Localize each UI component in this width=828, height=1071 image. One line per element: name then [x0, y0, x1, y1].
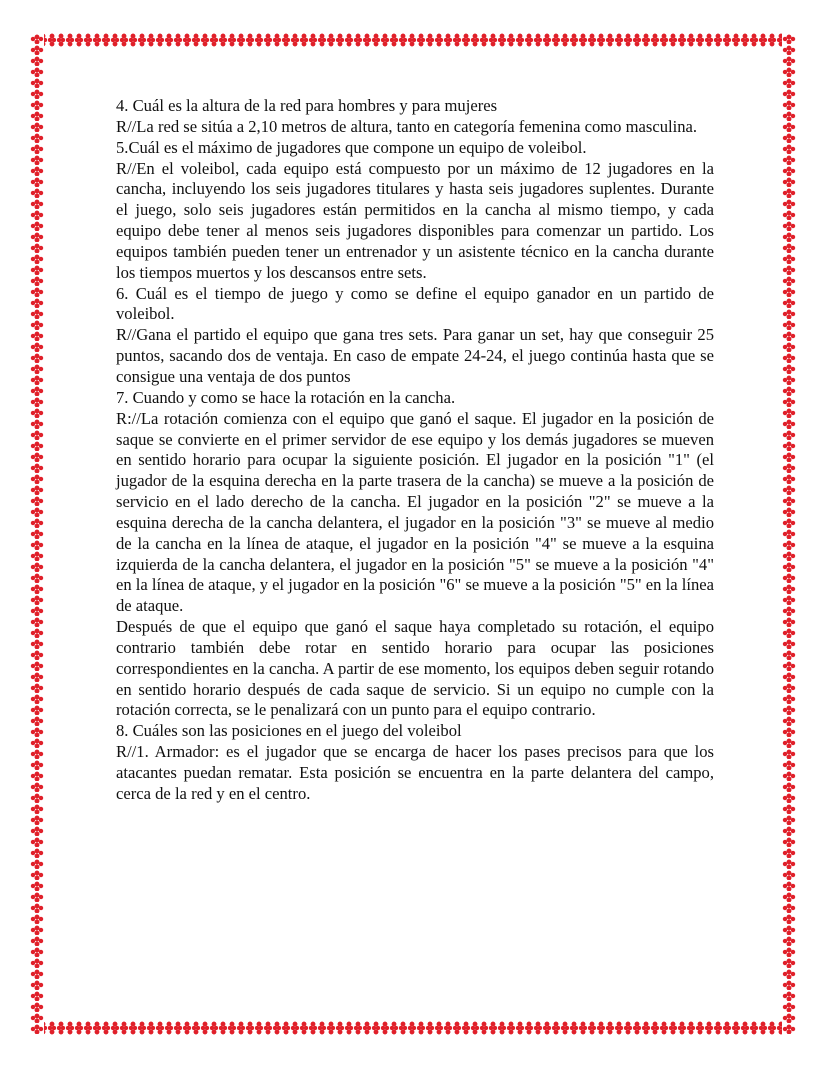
answer-6: R//Gana el partido el equipo que gana tres sets. Para ganar un set, hay que conseguir 25 puntos, sacando dos de ventaja. En caso de empate 24-24, el juego continúa hasta que se consigue una ventaja de dos puntos: [116, 325, 714, 386]
document-body: [116, 96, 714, 805]
floral-border-bottom-icon: [30, 1021, 796, 1035]
floral-border-top-icon: [30, 33, 796, 47]
answer-8: R//1. Armador: es el jugador que se encarga de hacer los pases precisos para que los atacantes puedan rematar. Esta posición se encuentra en la parte delantera del campo, cerca de la red y en el centro.: [116, 742, 714, 803]
question-8: 8. Cuáles son las posiciones en el juego del voleibol: [116, 721, 462, 741]
answer-7: R://La rotación comienza con el equipo que ganó el saque. El jugador en la posición de saque se convierte en el primer servidor de ese equipo y los demás jugadores se mueven en sentido horario para ocupar la siguiente posición. El jugador en la posición "1" (el jugador de la esquina derecha en la parte trasera de la cancha) se mueve a la posición de servicio en el lado derecho de la cancha. El jugador en la posición "2" se mueve a la esquina derecha de la cancha delantera, el jugador en la posición "3" se mueve al medio de la cancha en la línea de ataque, el jugador en la posición "4" se mueve a la esquina izquierda de la cancha delantera, el jugador en la posición "5" se mueve a la posición "4" en la línea de ataque, y el jugador en la posición "6" se mueve a la posición "5" en la línea de ataque.: [116, 408, 714, 616]
floral-border-left-icon: [30, 33, 44, 1035]
question-6: 6. Cuál es el tiempo de juego y como se define el equipo ganador en un partido de voleibol.: [116, 283, 714, 324]
answer-7-continued: Después de que el equipo que ganó el saque haya completado su rotación, el equipo contrario también debe rotar en sentido horario para ocupar las posiciones correspondientes en la cancha. A partir de ese momento, los equipos deben seguir rotando en sentido horario después de cada saque de servicio. Si un equipo no cumple con la rotación correcta, se le penalizará con un punto para el equipo contrario.: [116, 617, 714, 720]
question-7: 7. Cuando y como se hace la rotación en la cancha.: [116, 387, 456, 407]
answer-4: R//La red se sitúa a 2,10 metros de altura, tanto en categoría femenina como masculina.: [116, 116, 698, 136]
question-5: 5.Cuál es el máximo de jugadores que compone un equipo de voleibol.: [116, 137, 587, 157]
question-4: 4. Cuál es la altura de la red para hombres y para mujeres: [116, 96, 498, 115]
answer-5: R//En el voleibol, cada equipo está compuesto por un máximo de 12 jugadores en la cancha, incluyendo los seis jugadores titulares y hasta seis jugadores suplentes. Durante el juego, solo seis jugadores están permitidos en la cancha al mismo tiempo, y cada equipo debe tener al menos seis jugadores disponibles para comenzar un partido. Los equipos también pueden tener un entrenador y un asistente técnico en la cancha durante los tiempos muertos y los descansos entre sets.: [116, 158, 714, 282]
floral-border-right-icon: [782, 33, 796, 1035]
